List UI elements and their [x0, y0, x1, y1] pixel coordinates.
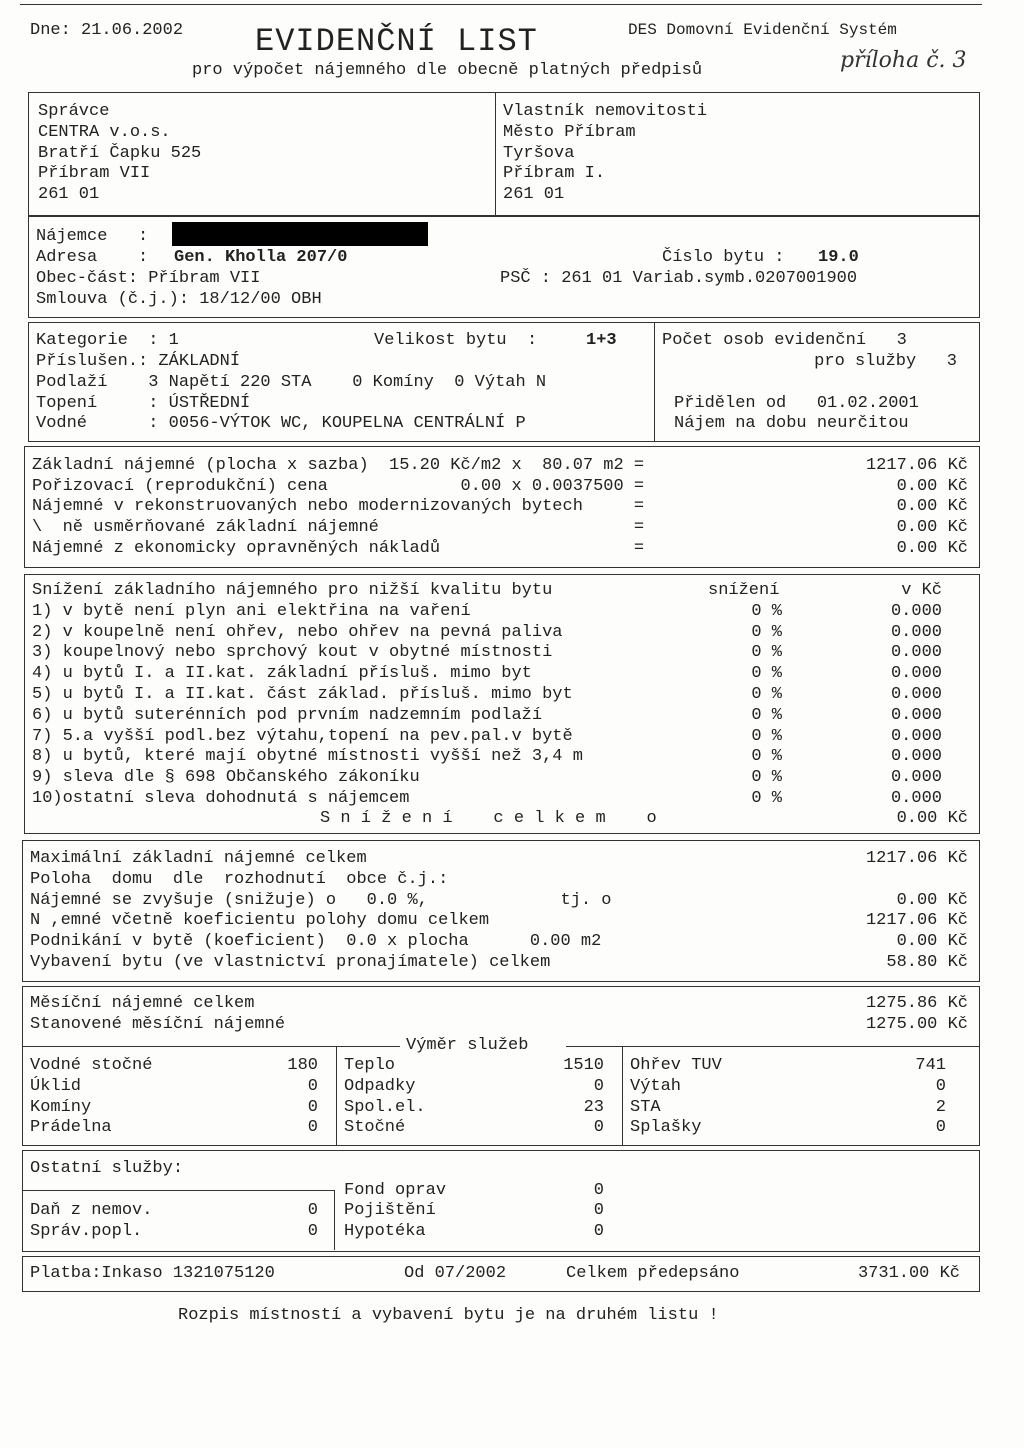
zakladni-row: Nájemné v rekonstruovaných nebo modernizovaných bytech = — [32, 497, 645, 516]
adresa-label: Adresa : — [36, 248, 149, 267]
snizeni-row: 5) u bytů I. a II.kat. část základ. přísluš. mimo byt — [32, 685, 573, 704]
spravce-line: 261 01 — [38, 185, 100, 204]
snizeni-pct: 0 % — [751, 727, 782, 746]
vlastnik-line: Tyršova — [503, 144, 575, 163]
platba-inkaso: Platba:Inkaso 1321075120 — [30, 1264, 275, 1283]
zakladni-value: 0.00 Kč — [896, 518, 968, 537]
ostatni-value: 0 — [593, 1201, 604, 1220]
sluzba-label: Odpadky — [344, 1077, 416, 1096]
najem-doba: Nájem na dobu neurčitou — [674, 414, 909, 433]
velikost-label: Velikost bytu : — [374, 331, 538, 350]
snizeni-row: 7) 5.a vyšší podl.bez výtahu,topení na pev.pal.v bytě — [32, 727, 573, 746]
osob-sluzby: pro služby 3 — [814, 352, 957, 371]
sluzba-label: Komíny — [30, 1098, 92, 1117]
topeni: Topení : ÚSTŘEDNÍ — [36, 394, 251, 413]
maximalni-value: 1217.06 Kč — [865, 849, 968, 868]
ostatni-value: 0 — [307, 1222, 318, 1241]
cislo-bytu-label: Číslo bytu : — [662, 248, 785, 267]
sluzba-value: 741 — [915, 1056, 946, 1075]
sluzba-label: Úklid — [30, 1077, 82, 1096]
maximalni-value: 1217.06 Kč — [865, 911, 968, 930]
snizeni-kc: 0.000 — [890, 727, 942, 746]
snizeni-row: 10)ostatní sleva dohodnutá s nájemcem — [32, 789, 410, 808]
snizeni-total-label: S n í ž e n í c e l k e m o — [320, 809, 657, 828]
spravce-line: Příbram VII — [38, 164, 151, 183]
ostatni-label: Správ.popl. — [30, 1222, 143, 1241]
snizeni-pct: 0 % — [751, 685, 782, 704]
sluzba-label: Ohřev TUV — [630, 1056, 722, 1075]
maximalni-row: Podnikání v bytě (koeficient) 0.0 x plocha 0.00 m2 — [30, 932, 602, 951]
maximalni-value: 58.80 Kč — [886, 953, 968, 972]
snizeni-pct: 0 % — [751, 664, 782, 683]
snizeni-pct: 0 % — [751, 623, 782, 642]
adresa-value: Gen. Kholla 207/0 — [174, 248, 348, 267]
celkem-value: 3731.00 Kč — [857, 1264, 960, 1283]
zakladni-value: 0.00 Kč — [896, 497, 968, 516]
sluzba-value: 0 — [935, 1077, 946, 1096]
snizeni-kc: 0.000 — [890, 602, 942, 621]
snizeni-pct: 0 % — [751, 643, 782, 662]
smlouva: Smlouva (č.j.): 18/12/00 OBH — [36, 290, 322, 309]
sluzba-value: 180 — [287, 1056, 318, 1075]
document-date: Dne: 21.06.2002 — [30, 21, 184, 40]
velikost-value: 1+3 — [586, 331, 617, 350]
snizeni-row: 1) v bytě není plyn ani elektřina na vaření — [32, 602, 471, 621]
sluzba-value: 23 — [583, 1098, 604, 1117]
zakladni-row: \ ně usměrňované základní nájemné = — [32, 518, 645, 537]
ostatni-label: Daň z nemov. — [30, 1201, 153, 1220]
osob-evidencni: Počet osob evidenční 3 — [662, 331, 907, 350]
mesicni-row: Stanovené měsíční nájemné — [30, 1015, 286, 1034]
snizeni-total-value: 0.00 Kč — [896, 809, 968, 828]
vlastnik-line: Město Příbram — [503, 123, 636, 142]
ostatni-label: Pojištění — [344, 1201, 436, 1220]
kategorie: Kategorie : 1 — [36, 331, 179, 350]
snizeni-kc: 0.000 — [890, 643, 942, 662]
snizeni-row: 2) v koupelně není ohřev, nebo ohřev na pevná paliva — [32, 623, 563, 642]
footer-note: Rozpis místností a vybavení bytu je na druhém listu ! — [178, 1306, 719, 1325]
redacted-name — [172, 222, 428, 246]
snizeni-col-kc: v Kč — [901, 581, 942, 600]
snizeni-kc: 0.000 — [890, 685, 942, 704]
snizeni-pct: 0 % — [751, 768, 782, 787]
vodne: Vodné : 0056-VÝTOK WC, KOUPELNA CENTRÁLNÍ P — [36, 414, 526, 433]
maximalni-row: Maximální základní nájemné celkem — [30, 849, 367, 868]
handwritten-note: příloha č. 3 — [840, 48, 967, 73]
sluzba-label: STA — [630, 1098, 661, 1117]
sluzby-title: Výměr služeb — [406, 1036, 529, 1055]
snizeni-row: 3) koupelnový nebo sprchový kout v obytné místnosti — [32, 643, 553, 662]
psc-variab: PSČ : 261 01 Variab.symb.0207001900 — [500, 269, 858, 288]
spravce-line: Bratří Čapku 525 — [38, 144, 202, 163]
sluzba-label: Splašky — [630, 1118, 702, 1137]
podlazi: Podlaží 3 Napětí 220 STA 0 Komíny 0 Výtah N — [36, 373, 547, 392]
snizeni-kc: 0.000 — [890, 747, 942, 766]
snizeni-pct: 0 % — [751, 602, 782, 621]
cislo-bytu-value: 19.0 — [818, 248, 859, 267]
spravce-line: CENTRA v.o.s. — [38, 123, 171, 142]
spravce-label: Správce — [38, 102, 110, 121]
document-title: EVIDENČNÍ LIST — [255, 23, 538, 60]
maximalni-value: 0.00 Kč — [896, 891, 968, 910]
maximalni-row: Poloha domu dle rozhodnutí obce č.j.: — [30, 870, 449, 889]
snizeni-pct: 0 % — [751, 706, 782, 725]
zakladni-row: Pořizovací (reprodukční) cena 0.00 x 0.0037500 = — [32, 477, 645, 496]
obec-cast: Obec-část: Příbram VII — [36, 269, 261, 288]
snizeni-row: 6) u bytů suterénních pod prvním nadzemním podlaží — [32, 706, 543, 725]
mesicni-value: 1275.00 Kč — [865, 1015, 968, 1034]
celkem-label: Celkem předepsáno — [566, 1264, 740, 1283]
ostatni-value: 0 — [593, 1181, 604, 1200]
sluzba-label: Výtah — [630, 1077, 682, 1096]
zakladni-value: 0.00 Kč — [896, 477, 968, 496]
ostatni-value: 0 — [307, 1201, 318, 1220]
snizeni-row: 8) u bytů, které mají obytné místnosti vyšší než 3,4 m — [32, 747, 583, 766]
sluzba-value: 0 — [307, 1098, 318, 1117]
platba-od: Od 07/2002 — [404, 1264, 507, 1283]
sluzba-value: 2 — [935, 1098, 946, 1117]
sluzba-value: 0 — [593, 1077, 604, 1096]
ostatni-value: 0 — [593, 1222, 604, 1241]
maximalni-row: N ,emné včetně koeficientu polohy domu celkem — [30, 911, 490, 930]
document-subtitle: pro výpočet nájemného dle obecně platných předpisů — [192, 61, 703, 80]
maximalni-row: Nájemné se zvyšuje (snižuje) o 0.0 %, tj. o — [30, 891, 612, 910]
system-name: DES Domovní Evidenční Systém — [628, 21, 897, 39]
sluzba-label: Spol.el. — [344, 1098, 426, 1117]
snizeni-pct: 0 % — [751, 747, 782, 766]
snizeni-kc: 0.000 — [890, 706, 942, 725]
snizeni-row: 9) sleva dle § 698 Občanského zákoníku — [32, 768, 420, 787]
sluzba-label: Teplo — [344, 1056, 396, 1075]
sluzba-value: 1510 — [563, 1056, 604, 1075]
snizeni-kc: 0.000 — [890, 623, 942, 642]
snizeni-header: Snížení základního nájemného pro nižší kvalitu bytu — [32, 581, 553, 600]
vlastnik-label: Vlastník nemovitosti — [503, 102, 708, 121]
zakladni-value: 0.00 Kč — [896, 539, 968, 558]
snizeni-kc: 0.000 — [890, 789, 942, 808]
ostatni-title: Ostatní služby: — [30, 1159, 184, 1178]
mesicni-row: Měsíční nájemné celkem — [30, 994, 255, 1013]
zakladni-row: Základní nájemné (plocha x sazba) 15.20 Kč/m2 x 80.07 m2 = — [32, 456, 645, 475]
mesicni-value: 1275.86 Kč — [865, 994, 968, 1013]
najemce-label: Nájemce : — [36, 227, 149, 246]
sluzba-value: 0 — [307, 1118, 318, 1137]
sluzba-value: 0 — [593, 1118, 604, 1137]
snizeni-kc: 0.000 — [890, 664, 942, 683]
sluzba-label: Prádelna — [30, 1118, 112, 1137]
sluzba-label: Stočné — [344, 1118, 406, 1137]
maximalni-value: 0.00 Kč — [896, 932, 968, 951]
sluzba-value: 0 — [307, 1077, 318, 1096]
vlastnik-line: 261 01 — [503, 185, 565, 204]
maximalni-row: Vybavení bytu (ve vlastnictví pronajímatele) celkem — [30, 953, 551, 972]
ostatni-label: Hypotéka — [344, 1222, 426, 1241]
pridelen-od: Přidělen od 01.02.2001 — [674, 394, 919, 413]
zakladni-row: Nájemné z ekonomicky opravněných nákladů = — [32, 539, 645, 558]
vlastnik-line: Příbram I. — [503, 164, 606, 183]
snizeni-kc: 0.000 — [890, 768, 942, 787]
snizeni-col-pct: snížení — [708, 581, 780, 600]
prislusenstvi: Příslušen.: ZÁKLADNÍ — [36, 352, 241, 371]
snizeni-row: 4) u bytů I. a II.kat. základní přísluš. mimo byt — [32, 664, 532, 683]
sluzba-value: 0 — [935, 1118, 946, 1137]
zakladni-value: 1217.06 Kč — [865, 456, 968, 475]
snizeni-pct: 0 % — [751, 789, 782, 808]
ostatni-label: Fond oprav — [344, 1181, 447, 1200]
sluzba-label: Vodné stočné — [30, 1056, 153, 1075]
